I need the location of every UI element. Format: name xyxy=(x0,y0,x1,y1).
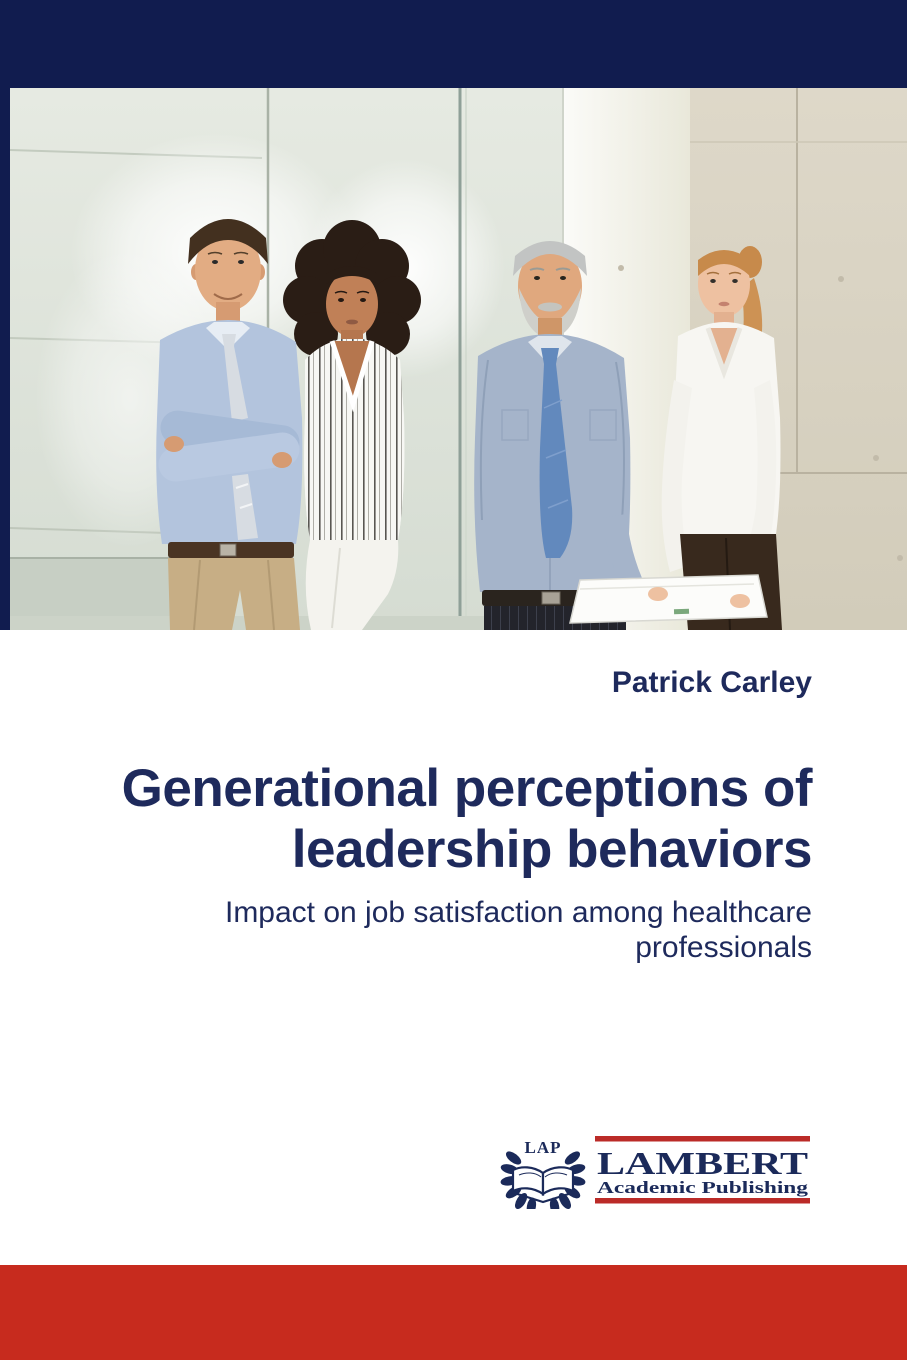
publisher-tagline: Academic Publishing xyxy=(597,1178,810,1197)
cover-photo-illustration xyxy=(10,88,907,630)
title-line-2: leadership behaviors xyxy=(291,820,812,879)
book-subtitle xyxy=(92,895,812,965)
papers xyxy=(570,575,767,623)
logo-top-rule xyxy=(595,1136,810,1142)
publisher-name: LAMBERT xyxy=(597,1145,808,1181)
bottom-red-bar xyxy=(0,1265,907,1360)
subtitle-line-1: Impact on job satisfaction among healthcare xyxy=(224,896,812,929)
book-title xyxy=(22,758,812,880)
laurel-book-icon xyxy=(500,1138,586,1209)
lambert-wordmark xyxy=(595,1136,810,1204)
author-name: Patrick Carley xyxy=(611,666,812,699)
title-line-1: Generational perceptions of xyxy=(121,759,812,818)
publisher-logo xyxy=(500,1131,810,1209)
lambert-logo xyxy=(500,1131,810,1209)
logo-bottom-rule xyxy=(595,1198,810,1204)
photo-left-border xyxy=(0,88,10,630)
subtitle-line-2: professionals xyxy=(635,931,812,964)
cover-photo xyxy=(10,88,907,630)
top-navy-bar xyxy=(0,0,907,88)
lap-monogram: LAP xyxy=(524,1138,562,1157)
